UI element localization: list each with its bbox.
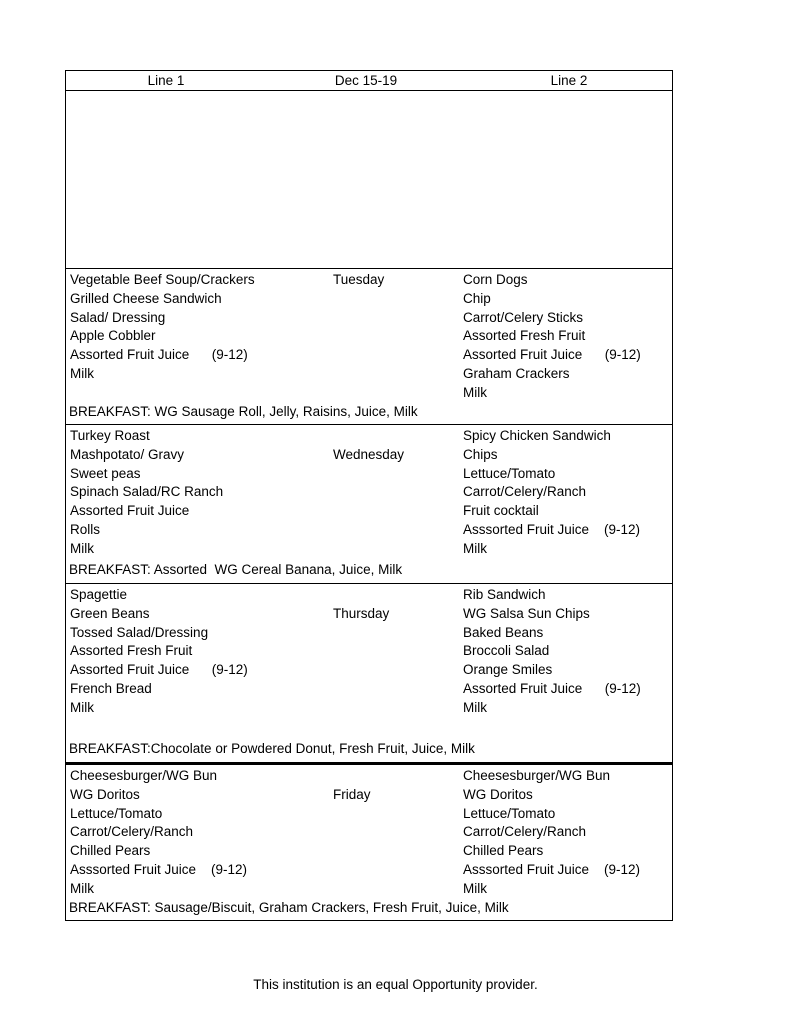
day-section-tuesday — [66, 268, 672, 424]
menu-item: Cheesesburger/WG Bun — [70, 768, 218, 783]
section-grid — [66, 584, 672, 740]
menu-item: Baked Beans — [463, 624, 544, 640]
menu-item: Chilled Pears — [463, 843, 544, 859]
footer-statement: This institution is an equal Opportunity provider. — [253, 977, 538, 992]
menu-item: Assorted Fresh Fruit — [463, 328, 586, 344]
menu-item: Spagettie — [70, 587, 128, 602]
menu-item: Mashpotato/ Gravy — [70, 446, 185, 462]
menu-item: Carrot/Celery Sticks — [463, 309, 584, 325]
menu-item: Assorted Fruit Juice (9-12) — [463, 347, 641, 363]
menu-item: Milk — [70, 365, 94, 381]
menu-item: Apple Cobbler — [70, 328, 156, 344]
menu-item: Grilled Cheese Sandwich — [70, 290, 222, 306]
day-label: Friday — [333, 786, 371, 802]
section-grid — [66, 765, 672, 899]
menu-item: Milk — [463, 384, 487, 400]
day-label: Wednesday — [333, 446, 405, 462]
menu-item: Milk — [463, 540, 487, 556]
day-column — [333, 425, 463, 561]
menu-item: Milk — [70, 699, 94, 715]
menu-item: Carrot/Celery/Ranch — [463, 484, 587, 500]
menu-item: Milk — [463, 880, 487, 896]
section-grid — [66, 269, 672, 403]
empty-monday-block — [66, 91, 672, 268]
section-grid — [66, 425, 672, 561]
menu-sections — [66, 268, 672, 920]
day-column — [333, 765, 463, 899]
menu-item: Milk — [70, 880, 94, 896]
menu-item: Green Beans — [70, 605, 150, 621]
menu-item: Lettuce/Tomato — [70, 805, 163, 821]
day-label: Thursday — [333, 605, 390, 621]
menu-item: Spinach Salad/RC Ranch — [70, 484, 224, 500]
menu-item: Chip — [463, 290, 491, 306]
table-header-row — [66, 71, 672, 91]
menu-item: Lettuce/Tomato — [463, 465, 556, 481]
menu-item: Fruit cocktail — [463, 503, 539, 519]
menu-item: Chips — [463, 446, 498, 462]
menu-item: Carrot/Celery/Ranch — [463, 824, 587, 840]
breakfast-line: BREAKFAST: Sausage/Biscuit, Graham Crackers, Fresh Fruit, Juice, Milk — [69, 899, 509, 915]
menu-item: Asssorted Fruit Juice (9-12) — [70, 861, 248, 877]
breakfast-line: BREAKFAST: WG Sausage Roll, Jelly, Raisins, Juice, Milk — [69, 403, 418, 419]
day-column — [333, 584, 463, 740]
menu-item: Vegetable Beef Soup/Crackers — [70, 272, 255, 287]
menu-item: Asssorted Fruit Juice (9-12) — [463, 861, 641, 877]
menu-item: Rib Sandwich — [463, 587, 546, 602]
menu-item: Corn Dogs — [463, 272, 528, 287]
week-date-header: Dec 15-19 — [334, 73, 398, 88]
day-section-thursday — [66, 583, 672, 762]
menu-item: Rolls — [70, 521, 101, 537]
day-section-friday — [66, 762, 672, 920]
menu-item: WG Doritos — [463, 786, 533, 802]
line2-header: Line 2 — [550, 73, 588, 88]
menu-item: Tossed Salad/Dressing — [70, 624, 209, 640]
menu-item: French Bread — [70, 680, 152, 696]
line1-column — [66, 584, 333, 740]
line2-column — [463, 765, 672, 899]
menu-item: Cheesesburger/WG Bun — [463, 768, 611, 783]
line2-column — [463, 269, 672, 403]
menu-item: Assorted Fruit Juice (9-12) — [70, 347, 248, 363]
menu-item: Assorted Fruit Juice (9-12) — [70, 662, 248, 678]
menu-item: Graham Crackers — [463, 365, 570, 381]
menu-item: Assorted Fresh Fruit — [70, 643, 193, 659]
menu-item: WG Salsa Sun Chips — [463, 605, 590, 621]
menu-item: Orange Smiles — [463, 662, 553, 678]
menu-item: Broccoli Salad — [463, 643, 550, 659]
menu-item: Milk — [70, 540, 94, 556]
day-label: Tuesday — [333, 272, 385, 287]
menu-table — [65, 70, 673, 921]
menu-item: Spicy Chicken Sandwich — [463, 428, 611, 443]
line2-column — [463, 584, 672, 740]
line1-column — [66, 269, 333, 403]
menu-item: Assorted Fruit Juice — [70, 503, 190, 519]
day-column — [333, 269, 463, 403]
breakfast-line: BREAKFAST:Chocolate or Powdered Donut, Fresh Fruit, Juice, Milk — [69, 741, 475, 757]
menu-item: Sweet peas — [70, 465, 141, 481]
menu-item: Asssorted Fruit Juice (9-12) — [463, 521, 641, 537]
breakfast-line: BREAKFAST: Assorted WG Cereal Banana, Juice, Milk — [69, 562, 403, 578]
menu-item: Milk — [463, 699, 487, 715]
line2-column — [463, 425, 672, 561]
menu-item: Assorted Fruit Juice (9-12) — [463, 680, 641, 696]
menu-item: Salad/ Dressing — [70, 309, 166, 325]
menu-item: Chilled Pears — [70, 843, 151, 859]
menu-item: Turkey Roast — [70, 428, 150, 443]
line1-column — [66, 425, 333, 561]
line1-column — [66, 765, 333, 899]
day-section-wednesday — [66, 424, 672, 583]
menu-item: WG Doritos — [70, 786, 140, 802]
line1-header: Line 1 — [147, 73, 185, 88]
menu-item: Carrot/Celery/Ranch — [70, 824, 194, 840]
menu-item: Lettuce/Tomato — [463, 805, 556, 821]
